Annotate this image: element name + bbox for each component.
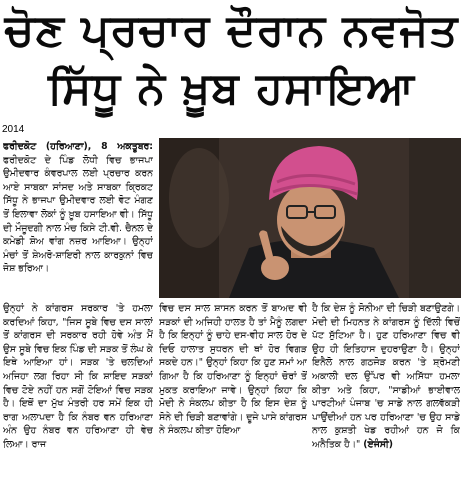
article-column-2: ਵਿਚ ਦਸ ਸਾਲ ਸ਼ਾਸਨ ਕਰਨ ਤੋਂ ਬਾਅਦ ਵੀ ਸੜਕਾਂ ਦੀ ਅਜਿਹੀ ਹਾਲਤ ਹੈ ਤਾਂ ਮੈਨੂੰ ਲਗਦਾ ਹੈ ਕਿ ਇਨ੍ਹਾਂ ਨੂੰ ਚਾਹੇ ਦਸ-ਵੀਹ ਸਾਲ ਹੋਰ ਦੇ ਦਿਓ ਹਾਲਾਤ ਸੁਧਰਨ ਦੀ ਥਾਂ ਹੋਰ ਵਿਗੜ ਸਕਦੇ ਹਨ।" ਉਨ੍ਹਾਂ ਕਿਹਾ ਕਿ ਹੁਣ ਸਮਾਂ ਆ ਗਿਆ ਹੈ ਕਿ ਹਰਿਆਣਾ ਨੂੰ ਇਨ੍ਹਾਂ ਚੋਰਾਂ ਤੋਂ ਮੁਕਤ ਕਰਾਇਆ ਜਾਵੇ। ਉਨ੍ਹਾਂ ਕਿਹਾ ਕਿ ਮੋਦੀ ਨੇ ਸੰਕਲਪ ਕੀਤਾ ਹੈ ਕਿ ਇਸ ਦੇਸ਼ ਨੂੰ ਸੋਨੇ ਦੀ ਚਿੜੀ ਬਣਾਵਾਂਗੇ। ਦੂਜੇ ਪਾਸੇ ਕਾਂਗਰਸ ਨੇ ਸੰਕਲਪ ਕੀਤਾ ਹੋਇਆ [159, 303, 307, 437]
article-dateline: ਫਰੀਦਕੋਟ (ਹਰਿਆਣਾ), 8 ਅਕਤੂਬਰ: [3, 141, 153, 152]
politician-photo-illustration [159, 138, 461, 298]
article-photo [159, 138, 461, 298]
article-column-3-text: ਹੈ ਕਿ ਦੇਸ਼ ਨੂੰ ਸੋਨੀਆ ਦੀ ਚਿੜੀ ਬਣਾਉਣਗੇ। ਮੋਦੀ ਦੀ ਮਿਹਨਤ ਨੇ ਕਾਂਗਰਸ ਨੂੰ ਦਿੱਲੀ ਵਿਚੋਂ ਪੱਟ ਸੁੱਟਿਆ ਹੈ। ਹੁਣ ਹਰਿਆਣਾ ਵਿਚ ਵੀ ਉਹ ਹੀ ਇਤਿਹਾਸ ਦੁਹਰਾਉਣਾ ਹੈ। ਉਨ੍ਹਾਂ ਇਨੈਲੋ ਨਾਲ ਗਠਜੋੜ ਕਰਨ 'ਤੇ ਸ਼੍ਰੋਮਣੀ ਅਕਾਲੀ ਦਲ ਉੱਪਰ ਵੀ ਅਸਿੱਧਾ ਹਮਲਾ ਕੀਤਾ ਅਤੇ ਕਿਹਾ, "ਸਾਡੀਆਂ ਭਾਈਵਾਲ ਪਾਰਟੀਆਂ ਪੰਜਾਬ 'ਚ ਸਾਡੇ ਨਾਲ ਗਲਵੱਕੜੀ ਪਾਉਂਦੀਆਂ ਹਨ ਪਰ ਹਰਿਆਣਾ 'ਚ ਉਹ ਸਾਡੇ ਨਾਲ ਕੁਸ਼ਤੀ ਖੇਡ ਰਹੀਆਂ ਹਨ ਜੋ ਕਿ ਅਨੈਤਿਕ ਹੈ।" [312, 303, 460, 450]
headline-line-2: ਸਿੱਧੂ ਨੇ ਖ਼ੂਬ ਹਸਾਇਆ [47, 63, 416, 114]
article-column-1: ਉਨ੍ਹਾਂ ਨੇ ਕਾਂਗਰਸ ਸਰਕਾਰ 'ਤੇ ਹਮਲਾ ਕਰਦਿਆਂ ਕਿਹਾ, "ਜਿਸ ਸੂਬੇ ਵਿਚ ਦਸ ਸਾਲਾਂ ਤੋਂ ਕਾਂਗਰਸ ਦੀ ਸਰਕਾਰ ਰਹੀ ਹੋਵੇ ਅੰਤ ਮੈਂ ਉਸ ਸੂਬੇ ਵਿਚ ਇਕ ਪਿੰਡ ਦੀ ਸੜਕ ਤੋਂ ਲੰਘ ਕੇ ਇਥੇ ਆਇਆ ਹਾਂ। ਸੜਕ 'ਤੇ ਚਲਦਿਆਂ ਅਜਿਹਾ ਲਗ ਰਿਹਾ ਸੀ ਕਿ ਸ਼ਾਇਦ ਸੜਕਾਂ ਵਿਚ ਟੋਏ ਨਹੀਂ ਹਨ ਸਗੋਂ ਟੋਇਆਂ ਵਿਚ ਸੜਕ ਹੈ। ਇਥੋਂ ਦਾ ਮੁੱਖ ਮੰਤਰੀ ਹਰ ਸਮੇਂ ਇਕ ਹੀ ਰਾਗ ਅਲਾਪਦਾ ਹੈ ਕਿ ਨੰਬਰ ਵਨ ਹਰਿਆਣਾ ਅੰਨ ਉਹ ਨੰਬਰ ਵਨ ਹਰਿਆਣਾ ਹੀ ਵੇਚ ਲਿਆ। ਰਾਜ [3, 303, 153, 450]
article-credit: (ਏਜੰਸੀ) [363, 438, 394, 450]
article-column-3 [312, 302, 460, 488]
headline-line-1: ਚੋਣ ਪ੍ਰਚਾਰ ਦੌਰਾਨ ਨਵਜੋਤ [4, 5, 459, 56]
article-top-text: ਫਰੀਦਕੋਟ ਦੇ ਪਿੰਡ ਲੋਧੀ ਵਿਚ ਭਾਜਪਾ ਉਮੀਦਵਾਰ ਕੰਵਰਪਾਲ ਲਈ ਪ੍ਰਚਾਰ ਕਰਨ ਆਏ ਸਾਬਕਾ ਸਾਂਸਦ ਅਤੇ ਸਾਬਕਾ ਕ੍ਰਿਕਟ ਸਿੱਧੂ ਨੇ ਭਾਜਪਾ ਉਮੀਦਵਾਰ ਲਈ ਵੋਟ ਮੰਗਣ ਤੋਂ ਇਲਾਵਾ ਲੋਕਾਂ ਨੂੰ ਖ਼ੂਬ ਹਸਾਇਆ ਵੀ। ਸਿੱਧੂ ਦੀ ਮੌਜੂਦਗੀ ਨਾਲ ਮੰਚ ਕਿਸੇ ਟੀ.ਵੀ. ਚੈਨਲ ਦੇ ਕਮੇਡੀ ਸ਼ੋਅ ਵਾਂਗ ਨਜ਼ਰ ਆਇਆ। ਉਨ੍ਹਾਂ ਮੰਚਾਂ ਤੋਂ ਸ਼ੇਅਰੋ-ਸ਼ਾਇਰੀ ਨਾਲ ਕਾਰਕੁਨਾਂ ਵਿਚ ਜੋਸ਼ ਭਰਿਆ। [3, 154, 153, 275]
article-top-column [3, 140, 153, 300]
year-mark: 2014 [2, 124, 25, 135]
